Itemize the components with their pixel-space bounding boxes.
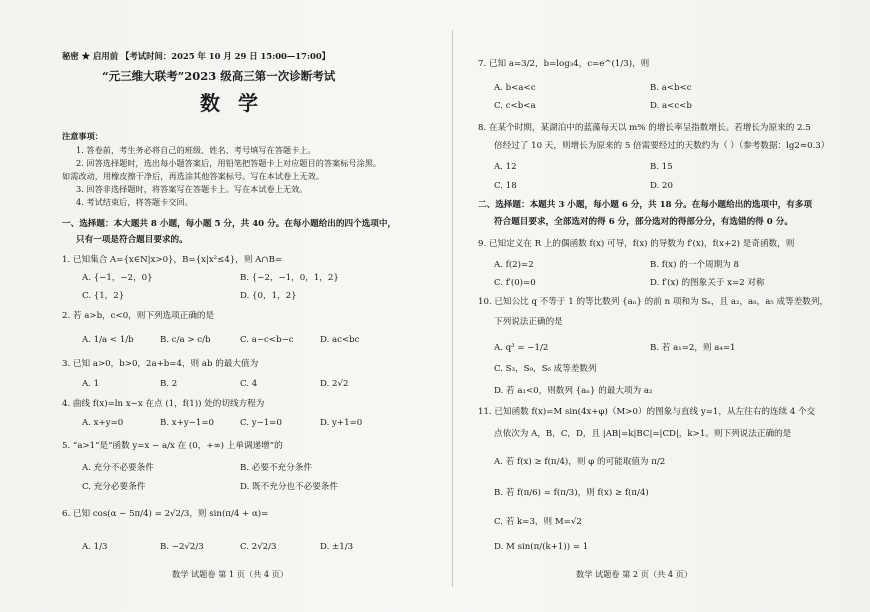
q8-option-a: A. 12 — [494, 162, 517, 172]
question-10-stem: 10. 已知公比 q 不等于 1 的等比数列 {aₙ} 的前 n 项和为 Sₙ，且 a₂，a₈，a₅ 成等差数列， — [478, 297, 829, 307]
q9-option-c: C. f′(0)=0 — [494, 278, 536, 288]
q4-option-a: A. x+y=0 — [82, 418, 124, 428]
question-7-stem: 7. 已知 a=3/2，b=log₃4，c=e^(1/3)，则 — [478, 59, 650, 69]
page-1 — [62, 0, 438, 612]
question-8-stem-cont: 倍经过了 10 天，则增长为原来的 5 倍需要经过的天数约为（ ）（参考数据：lg2≈0.3） — [494, 141, 830, 151]
q11-option-c: C. 若 k=3，则 M=√2 — [494, 517, 582, 527]
note-item: 4. 考试结束后，将答题卡交回。 — [76, 197, 193, 207]
section2-heading-cont: 符合题目要求，全部选对的得 6 分，部分选对的得部分分，有选错的得 0 分。 — [494, 217, 793, 227]
page-divider — [452, 30, 453, 587]
q2-option-b: B. c/a > c/b — [160, 335, 211, 345]
q5-option-d: D. 既不充分也不必要条件 — [240, 482, 338, 492]
q3-option-d: D. 2√2 — [320, 379, 349, 389]
q4-option-b: B. x+y−1=0 — [160, 418, 215, 428]
note-item: 2. 回答选择题时，选出每小题答案后，用铅笔把答题卡上对应题目的答案标号涂黑。 — [76, 158, 382, 168]
q4-option-c: C. y−1=0 — [240, 418, 282, 428]
question-8-stem: 8. 在某个时期，某湖泊中的蓝藻每天以 m% 的增长率呈指数增长。若增长为原来的 2.5 — [478, 123, 811, 133]
q11-option-d: D. M sin(π/(k+1)) = 1 — [494, 542, 589, 552]
note-item: 如需改动，用橡皮擦干净后，再选涂其他答案标号。写在本试卷上无效。 — [62, 171, 325, 181]
question-11-stem: 11. 已知函数 f(x)=M sin(4x+φ)（M>0）的图象与直线 y=1，从左往右的连续 4 个交 — [478, 407, 816, 417]
note-item: 1. 答卷前，考生务必将自己的班级、姓名、考号填写在答题卡上。 — [76, 145, 316, 155]
q10-option-a: A. q³ = −1/2 — [494, 343, 549, 353]
q5-option-c: C. 充分必要条件 — [82, 482, 146, 492]
q9-option-a: A. f(2)=2 — [494, 260, 534, 270]
q3-option-b: B. 2 — [160, 379, 178, 389]
question-9-stem: 9. 已知定义在 R 上的偶函数 f(x) 可导，f(x) 的导数为 f′(x)，f(x+2) 是奇函数，则 — [478, 239, 795, 249]
section1-heading: 一、选择题：本大题共 8 小题，每小题 5 分，共 40 分。在每小题给出的四个选项中， — [62, 219, 397, 229]
q7-option-a: A. b<a<c — [494, 83, 536, 93]
q2-option-c: C. a−c<b−c — [240, 335, 294, 345]
q5-option-b: B. 必要不充分条件 — [240, 463, 312, 473]
question-4-stem: 4. 曲线 f(x)=ln x−x 在点 (1，f(1)) 处的切线方程为 — [62, 399, 265, 409]
q7-option-b: B. a<b<c — [650, 83, 692, 93]
q7-option-d: D. a<c<b — [650, 101, 692, 111]
question-10-stem-cont: 下列说法正确的是 — [494, 317, 563, 327]
q8-option-c: C. 18 — [494, 181, 517, 191]
q11-option-b: B. 若 f(π/6) = f(π/3)，则 f(x) ≥ f(π/4) — [494, 488, 649, 498]
note-item: 3. 回答非选择题时，将答案写在答题卡上。写在本试卷上无效。 — [76, 184, 308, 194]
notes-heading: 注意事项： — [62, 131, 103, 141]
q10-option-d: D. 若 a₁<0，则数列 {aₙ} 的最大项为 a₂ — [494, 386, 653, 396]
question-1-stem: 1. 已知集合 A={x∈N|x>0}，B={x|x²≤4}，则 A∩B= — [62, 255, 283, 265]
question-3-stem: 3. 已知 a>0，b>0，2a+b=4，则 ab 的最大值为 — [62, 359, 259, 369]
subject-title: 数学 — [200, 91, 276, 115]
question-2-stem: 2. 若 a>b，c<0，则下列选项正确的是 — [62, 311, 215, 321]
q9-option-d: D. f′(x) 的图象关于 x=2 对称 — [650, 278, 765, 288]
section2-heading: 二、选择题：本题共 3 小题，每小题 6 分，共 18 分。在每小题给出的选项中，有多项 — [478, 200, 813, 210]
q2-option-a: A. 1/a < 1/b — [82, 335, 134, 345]
section1-heading-cont: 只有一项是符合题目要求的。 — [76, 235, 188, 245]
question-6-stem: 6. 已知 cos(α − 5π/4) = 2√2/3，则 sin(π/4 + α)= — [62, 509, 269, 519]
q7-option-c: C. c<b<a — [494, 101, 536, 111]
q5-option-a: A. 充分不必要条件 — [82, 463, 154, 473]
page-footer: 数学 试题卷 第 1 页（共 4 页） — [172, 569, 289, 579]
q10-option-c: C. S₃，S₉，S₆ 成等差数列 — [494, 364, 597, 374]
q3-option-a: A. 1 — [82, 379, 100, 389]
secret-line: 秘密 ★ 启用前 【考试时间：2025 年 10 月 29 日 15:00—17:00】 — [62, 51, 331, 61]
question-11-stem-cont: 点依次为 A，B，C，D，且 |AB|=k|BC|=|CD|，k>1。则下列说法正确的是 — [494, 429, 792, 439]
q8-option-b: B. 15 — [650, 162, 673, 172]
q2-option-d: D. ac<bc — [320, 335, 360, 345]
q6-option-c: C. 2√2/3 — [240, 542, 277, 552]
q10-option-b: B. 若 a₁=2，则 a₄=1 — [650, 343, 736, 353]
q6-option-b: B. −2√2/3 — [160, 542, 204, 552]
page-footer: 数学 试题卷 第 2 页（共 4 页） — [576, 569, 693, 579]
page-2 — [478, 0, 830, 612]
q8-option-d: D. 20 — [650, 181, 673, 191]
question-5-stem: 5. “a>1”是“函数 y=x − a/x 在 (0，+∞) 上单调递增”的 — [62, 441, 283, 451]
q11-option-a: A. 若 f(x) ≥ f(π/4)，则 φ 的可能取值为 π/2 — [494, 457, 666, 467]
q1-option-b: B. {−2，−1，0，1，2} — [240, 273, 339, 283]
q1-option-a: A. {−1，−2，0} — [82, 273, 153, 283]
q1-option-d: D. {0，1，2} — [240, 291, 297, 301]
q6-option-d: D. ±1/3 — [320, 542, 354, 552]
q6-option-a: A. 1/3 — [82, 542, 108, 552]
q1-option-c: C. {1，2} — [82, 291, 125, 301]
q4-option-d: D. y+1=0 — [320, 418, 363, 428]
q3-option-c: C. 4 — [240, 379, 258, 389]
exam-title: “元三维大联考”2023 级高三第一次诊断考试 — [102, 69, 336, 83]
q9-option-b: B. f(x) 的一个周期为 8 — [650, 260, 740, 270]
